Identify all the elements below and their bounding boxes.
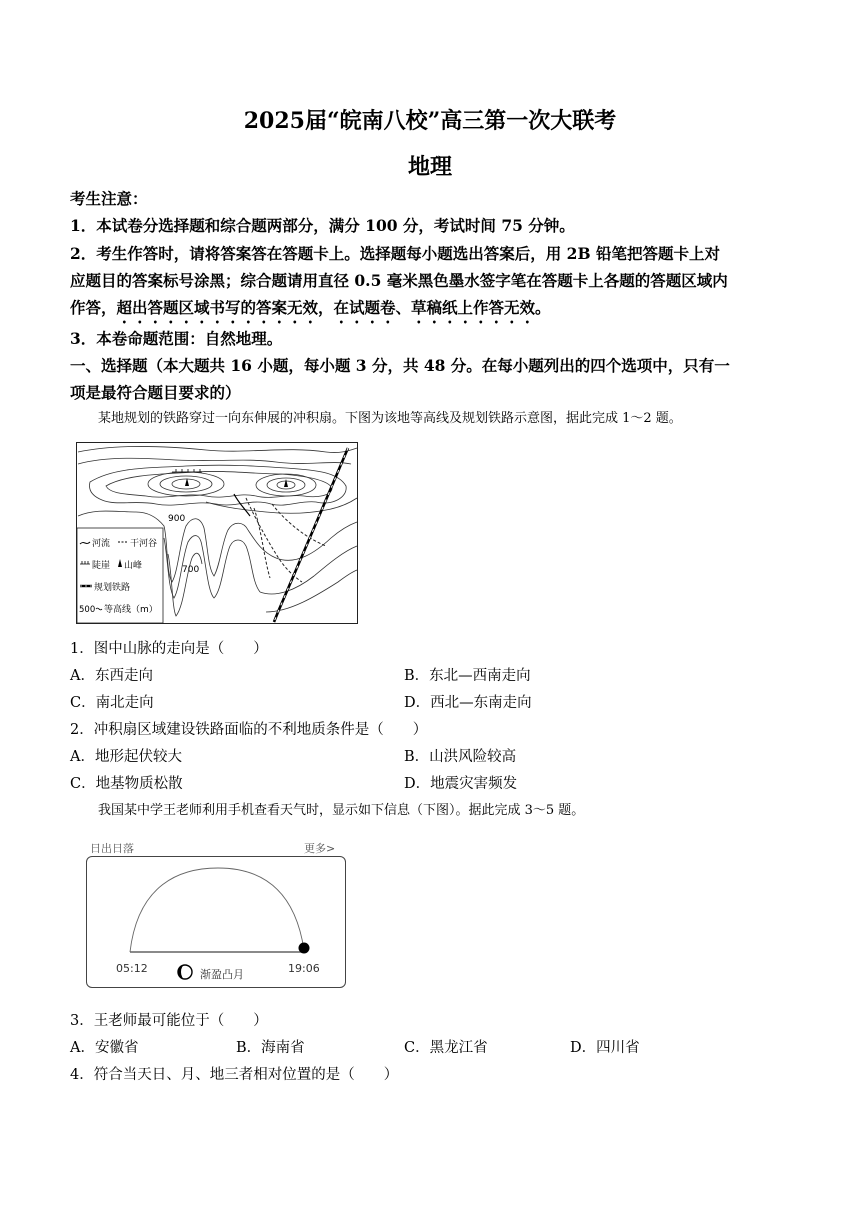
legend-river: 河流 xyxy=(92,539,111,549)
q3-stem: 3．王老师最可能位于（ ） xyxy=(70,1013,268,1029)
q1-option-b: B．东北—西南走向 xyxy=(404,668,531,684)
q2-stem: 2．冲积扇区域建设铁路面临的不利地质条件是（ ） xyxy=(70,722,428,738)
legend-contour-value: 500 xyxy=(79,605,96,615)
q3-option-b: B．海南省 xyxy=(236,1040,305,1056)
subject-title: 地理 xyxy=(407,154,452,180)
notice-item-2-line-1: 2．考生作答时，请将答案答在答题卡上。选择题每小题选出答案后，用 2B 铅笔把答题卡上对 xyxy=(70,244,720,263)
q4-stem: 4．符合当天日、月、地三者相对位置的是（ ） xyxy=(70,1067,399,1083)
sun-path-arc xyxy=(130,868,304,952)
legend-dry-valley: 干河谷 xyxy=(130,539,158,549)
q3-option-c: C．黑龙江省 xyxy=(404,1040,488,1056)
moon-phase-label: 渐盈凸月 xyxy=(200,968,244,981)
notice-heading: 考生注意： xyxy=(70,189,148,208)
q2-option-c: C．地基物质松散 xyxy=(70,776,183,792)
exam-title: 2025届“皖南八校”高三第一次大联考 xyxy=(243,108,617,134)
sun-position-dot xyxy=(299,943,310,954)
sun-widget-more-link[interactable]: 更多> xyxy=(304,842,336,855)
notice-item-2-line-3 xyxy=(70,297,551,327)
notice-item-2-line-3a: 作答， xyxy=(70,298,117,317)
q2-option-b: B．山洪风险较高 xyxy=(404,749,517,765)
legend-peak: 山峰 xyxy=(124,561,143,571)
sun-widget xyxy=(84,838,350,992)
legend-contour: 等高线（m） xyxy=(104,605,158,615)
q1-stem: 1．图中山脉的走向是（ ） xyxy=(70,641,268,657)
sun-widget-title: 日出日落 xyxy=(90,842,134,855)
notice-item-3: 3．本卷命题范围：自然地理。 xyxy=(70,329,283,348)
contour-map xyxy=(76,442,358,624)
sunset-time: 19:06 xyxy=(288,962,320,975)
legend-cliff: 陡崖 xyxy=(92,561,111,571)
q1-option-d: D．西北—东南走向 xyxy=(404,695,532,711)
q3-option-d: D．四川省 xyxy=(570,1040,640,1056)
q2-option-a: A．地形起伏较大 xyxy=(70,749,182,765)
contour-label-700: 700 xyxy=(182,565,200,575)
notice-item-2-line-2: 应题目的答案标号涂黑；综合题请用直径 0.5 毫米黑色墨水签字笔在答题卡上各题的答题区域内 xyxy=(70,271,728,290)
notice-emphasis: 超出答题区域书写的答案无效，在试题卷、草稿纸上作答无效 xyxy=(116,298,536,317)
section-heading-line-2: 项是最符合题目要求的） xyxy=(70,383,241,402)
section-heading-line-1: 一、选择题（本大题共 16 小题，每小题 3 分，共 48 分。在每小题列出的四个选项中，只有一 xyxy=(70,356,730,375)
passage-1: 某地规划的铁路穿过一向东伸展的冲积扇。下图为该地等高线及规划铁路示意图，据此完成 1～2 题。 xyxy=(98,411,682,426)
q1-option-a: A．东西走向 xyxy=(70,668,153,684)
sunrise-time: 05:12 xyxy=(116,962,148,975)
q2-option-d: D．地震灾害频发 xyxy=(404,776,518,792)
passage-2: 我国某中学王老师利用手机查看天气时，显示如下信息（下图）。据此完成 3～5 题。 xyxy=(98,803,585,818)
notice-item-2-line-3c: 。 xyxy=(535,298,551,317)
q1-option-c: C．南北走向 xyxy=(70,695,154,711)
q3-option-a: A．安徽省 xyxy=(70,1040,139,1056)
contour-label-900: 900 xyxy=(168,514,186,524)
legend-railway: 规划铁路 xyxy=(94,583,131,593)
notice-item-1: 1．本试卷分选择题和综合题两部分，满分 100 分，考试时间 75 分钟。 xyxy=(70,216,575,235)
